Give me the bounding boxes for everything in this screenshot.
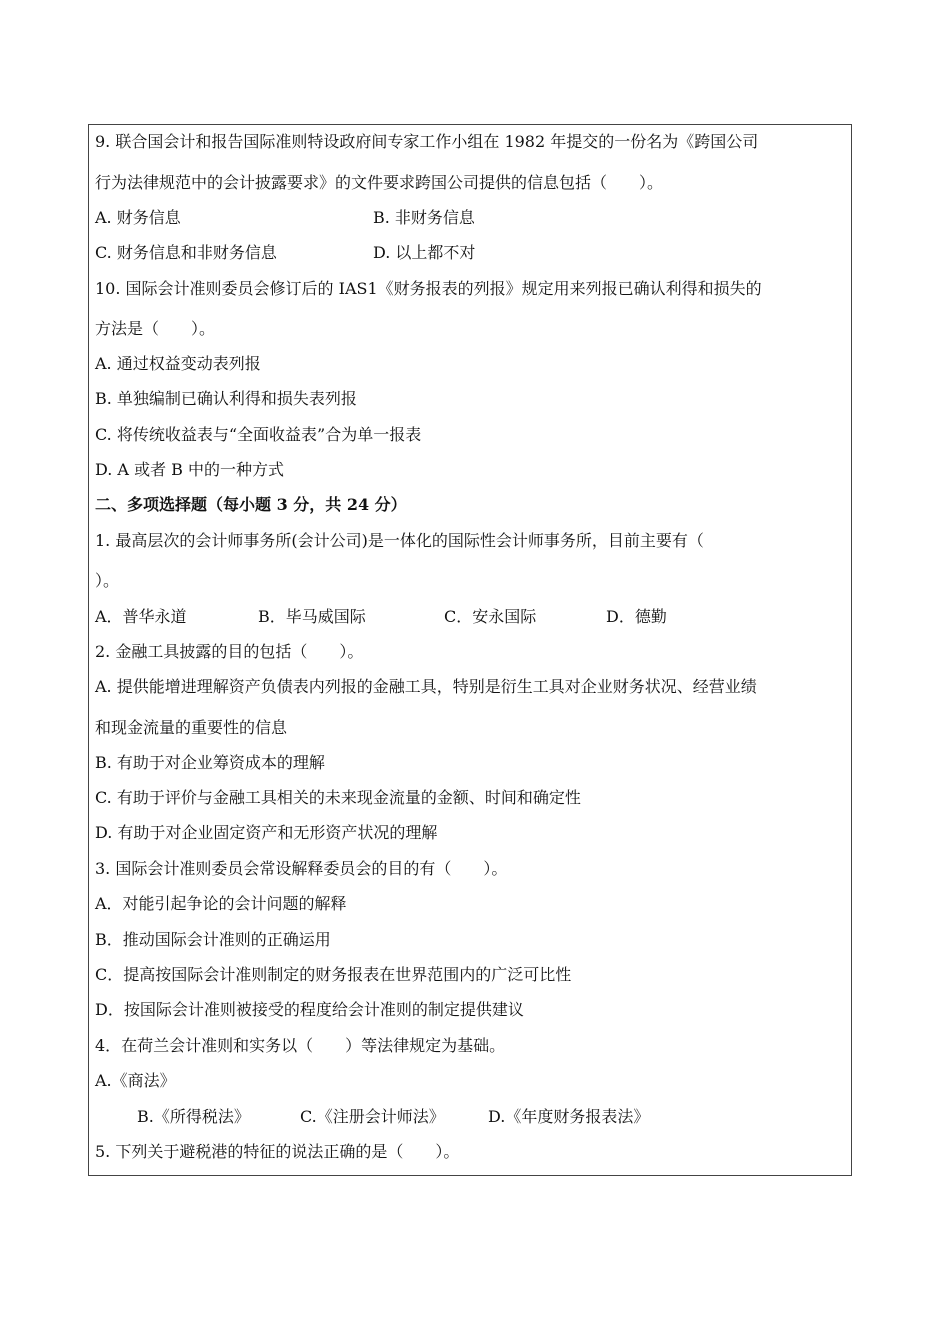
q9-option-d: D. 以上都不对 <box>373 243 476 262</box>
q10-stem-line1: 10. 国际会计准则委员会修订后的 IAS1《财务报表的列报》规定用来列报已确认利得和损失的 <box>95 279 762 298</box>
m4-option-b: B.《所得税法》 <box>137 1107 250 1126</box>
m3-option-d: D．按国际会计准则被接受的程度给会计准则的制定提供建议 <box>95 1000 524 1019</box>
m2-option-b: B. 有助于对企业筹资成本的理解 <box>95 753 325 772</box>
m5-stem: 5. 下列关于避税港的特征的说法正确的是（ ）。 <box>95 1142 460 1161</box>
m2-option-a-line1: A. 提供能增进理解资产负债表内列报的金融工具，特别是衍生工具对企业财务状况、经营业绩 <box>95 677 757 696</box>
q9-option-b: B. 非财务信息 <box>373 208 475 227</box>
q9-stem-line2: 行为法律规范中的会计披露要求》的文件要求跨国公司提供的信息包括（ ）。 <box>95 173 664 192</box>
m2-option-a-line2: 和现金流量的重要性的信息 <box>95 718 288 737</box>
q9-option-c: C. 财务信息和非财务信息 <box>95 243 277 262</box>
m1-option-a: A．普华永道 <box>95 607 187 626</box>
m3-option-c: C．提高按国际会计准则制定的财务报表在世界范围内的广泛可比性 <box>95 965 572 984</box>
m2-stem: 2. 金融工具披露的目的包括（ ）。 <box>95 642 364 661</box>
m1-stem-line1: 1. 最高层次的会计师事务所(会计公司)是一体化的国际性会计师事务所，目前主要有（ <box>95 531 704 550</box>
q10-option-b: B. 单独编制已确认利得和损失表列报 <box>95 389 357 408</box>
m4-option-a: A.《商法》 <box>95 1071 176 1090</box>
q10-option-a: A. 通过权益变动表列报 <box>95 354 261 373</box>
q9-stem-line1: 9. 联合国会计和报告国际准则特设政府间专家工作小组在 1982 年提交的一份名为《跨国公司 <box>95 132 759 151</box>
m4-option-c: C.《注册会计师法》 <box>300 1107 445 1126</box>
m4-option-d: D.《年度财务报表法》 <box>488 1107 650 1126</box>
m3-stem: 3. 国际会计准则委员会常设解释委员会的目的有（ ）。 <box>95 859 508 878</box>
m2-option-d: D. 有助于对企业固定资产和无形资产状况的理解 <box>95 823 438 842</box>
q10-stem-line2: 方法是（ ）。 <box>95 319 216 338</box>
m3-option-b: B．推动国际会计准则的正确运用 <box>95 930 331 949</box>
section-heading: 二、多项选择题（每小题 3 分，共 24 分） <box>95 495 407 514</box>
m4-stem: 4．在荷兰会计准则和实务以（ ）等法律规定为基础。 <box>95 1036 506 1055</box>
m3-option-a: A．对能引起争论的会计问题的解释 <box>95 894 347 913</box>
m1-option-b: B．毕马威国际 <box>258 607 366 626</box>
m2-option-c: C. 有助于评价与金融工具相关的未来现金流量的金额、时间和确定性 <box>95 788 581 807</box>
m1-option-d: D．德勤 <box>606 607 667 626</box>
q9-option-a: A. 财务信息 <box>95 208 181 227</box>
m1-option-c: C．安永国际 <box>444 607 537 626</box>
m1-stem-line2: ）。 <box>95 571 120 590</box>
q10-option-d: D. A 或者 B 中的一种方式 <box>95 460 285 479</box>
q10-option-c: C. 将传统收益表与“全面收益表”合为单一报表 <box>95 425 422 444</box>
